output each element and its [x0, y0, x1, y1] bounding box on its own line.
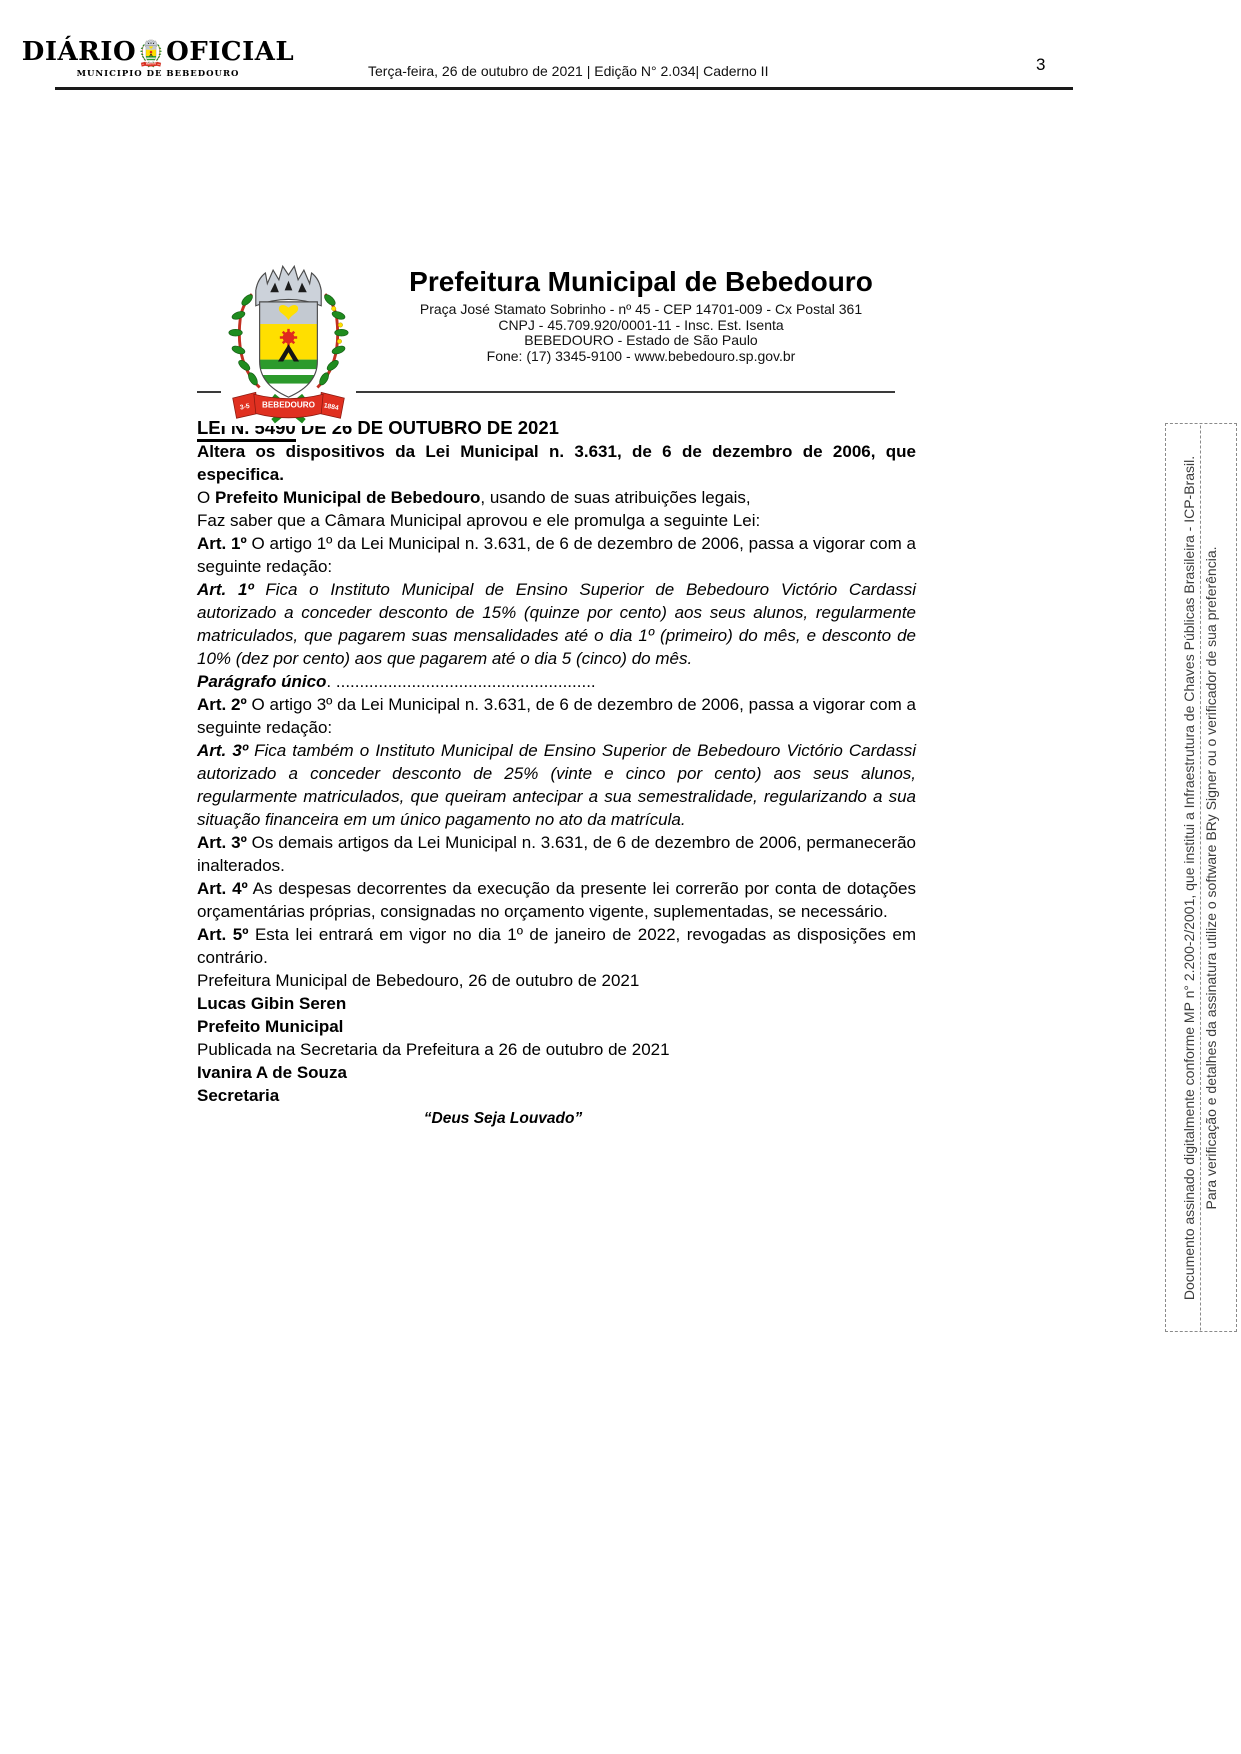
preamble-enactment: Faz saber que a Câmara Municipal aprovou e ele promulga a seguinte Lei:	[197, 511, 761, 530]
law-document	[197, 405, 916, 1130]
law-preamble: O Prefeito Municipal de Bebedouro, usando de suas atribuições legais, Faz saber que a Câmara Municipal aprovou e ele promulga a seguinte Lei:	[197, 488, 761, 530]
article-5: Art. 5º Esta lei entrará em vigor no dia 1º de janeiro de 2022, revogadas as disposições em contrário.	[197, 925, 917, 967]
letterhead-address-line: BEBEDOURO - Estado de São Paulo	[524, 332, 758, 348]
place-date-line: Prefeitura Municipal de Bebedouro, 26 de outubro de 2021	[197, 971, 640, 990]
signer-name: Lucas Gibin Seren	[197, 994, 347, 1013]
brand-word-diario: DIÁRIO	[21, 37, 137, 67]
signature-note-line1: Documento assinado digitalmente conforme MP n° 2.200-2/2001, que institui a Infraestrutura de Chaves Públicas Brasileira - ICP-Brasil.	[1179, 425, 1201, 1330]
publication-line: Publicada na Secretaria da Prefeitura a 26 de outubro de 2021	[197, 1040, 670, 1059]
article-1-quoted-text: Art. 1º Fica o Instituto Municipal de Ensino Superior de Bebedouro Victório Cardassi autorizado a conceder desconto de 15% (quinze por cento) aos seus alunos, regularmente matriculados, que pagarem suas mensalidades até o dia 1º (primeiro) do mês, e desconto de 10% (dez por cento) aos que pagarem até o dia 5 (cinco) do mês.	[197, 580, 916, 668]
signer-title: Prefeito Municipal	[197, 1017, 344, 1036]
signature-note-line2: Para verificação e detalhes da assinatura utilize o software BRy Signer ou o verificador de sua preferência.	[1203, 545, 1219, 1210]
signer-name: Ivanira A de Souza	[197, 1063, 347, 1082]
article-2: Art. 2º O artigo 3º da Lei Municipal n. 3.631, de 6 de dezembro de 2006, passa a vigorar com a seguinte redação:	[197, 695, 916, 737]
letterhead-address-line: Praça José Stamato Sobrinho - nº 45 - CEP 14701-009 - Cx Postal 361	[419, 301, 863, 317]
brand-logo	[21, 36, 295, 79]
law-number: LEI N. 5490	[197, 417, 296, 442]
signature-block-secretary	[197, 1061, 916, 1107]
digital-signature-rotated-text	[1179, 425, 1223, 1330]
law-title-rest: DE 26 DE OUTUBRO DE 2021	[295, 417, 559, 438]
letterhead-address-line: CNPJ - 45.709.920/0001-11 - Insc. Est. Isenta	[498, 316, 784, 333]
letterhead-text	[358, 266, 924, 364]
ellipsis-dots: . .......................................................	[326, 672, 596, 691]
article-4: Art. 4º As despesas decorrentes da execução da presente lei correrão por conta de dotações orçamentárias próprias, consignadas no orçamento vigente, suplementadas, se necessário.	[197, 879, 916, 921]
article-1: Art. 1º O artigo 1º da Lei Municipal n. 3.631, de 6 de dezembro de 2006, passa a vigorar com a seguinte redação:	[197, 534, 916, 576]
preamble-authority: Prefeito Municipal de Bebedouro	[214, 488, 481, 507]
edition-date-line: Terça-feira, 26 de outubro de 2021 | Edição N° 2.034| Caderno II	[368, 63, 769, 79]
digital-signature-box	[1165, 423, 1237, 1332]
brand-word-oficial: OFICIAL	[166, 37, 295, 67]
article-3: Art. 3º Os demais artigos da Lei Municipal n. 3.631, de 6 de dezembro de 2006, permanecerão inalterados.	[197, 833, 916, 875]
letterhead-address-line: Fone: (17) 3345-9100 - www.bebedouro.sp.gov.br	[486, 347, 796, 364]
motto: “Deus Seja Louvado”	[423, 1110, 583, 1127]
brand-subtitle: MUNICIPIO DE BEBEDOURO	[76, 69, 240, 79]
brand-title	[21, 36, 295, 68]
letterhead-title: Prefeitura Municipal de Bebedouro	[409, 266, 873, 297]
sole-paragraph: Parágrafo único. .......................................................	[197, 672, 596, 691]
signer-title: Secretaria	[197, 1086, 280, 1105]
crest-mini-icon	[139, 36, 163, 68]
signature-block-mayor	[197, 992, 916, 1038]
page-number: 3	[1036, 55, 1046, 74]
header-rule	[55, 87, 1073, 90]
law-summary: Altera os dispositivos da Lei Municipal n. 3.631, de 6 de dezembro de 2006, que especifica.	[197, 442, 916, 484]
municipal-crest	[221, 248, 356, 426]
article-3-quoted-text: Art. 3º Fica também o Instituto Municipal de Ensino Superior de Bebedouro Victório Cardassi autorizado a conceder desconto de 25% (vinte e cinco por cento) aos seus alunos, regularmente matriculados, que queiram antecipar a sua semestralidade, regularizando a sua situação financeira em um único pagamento no ato da matrícula.	[197, 741, 916, 829]
